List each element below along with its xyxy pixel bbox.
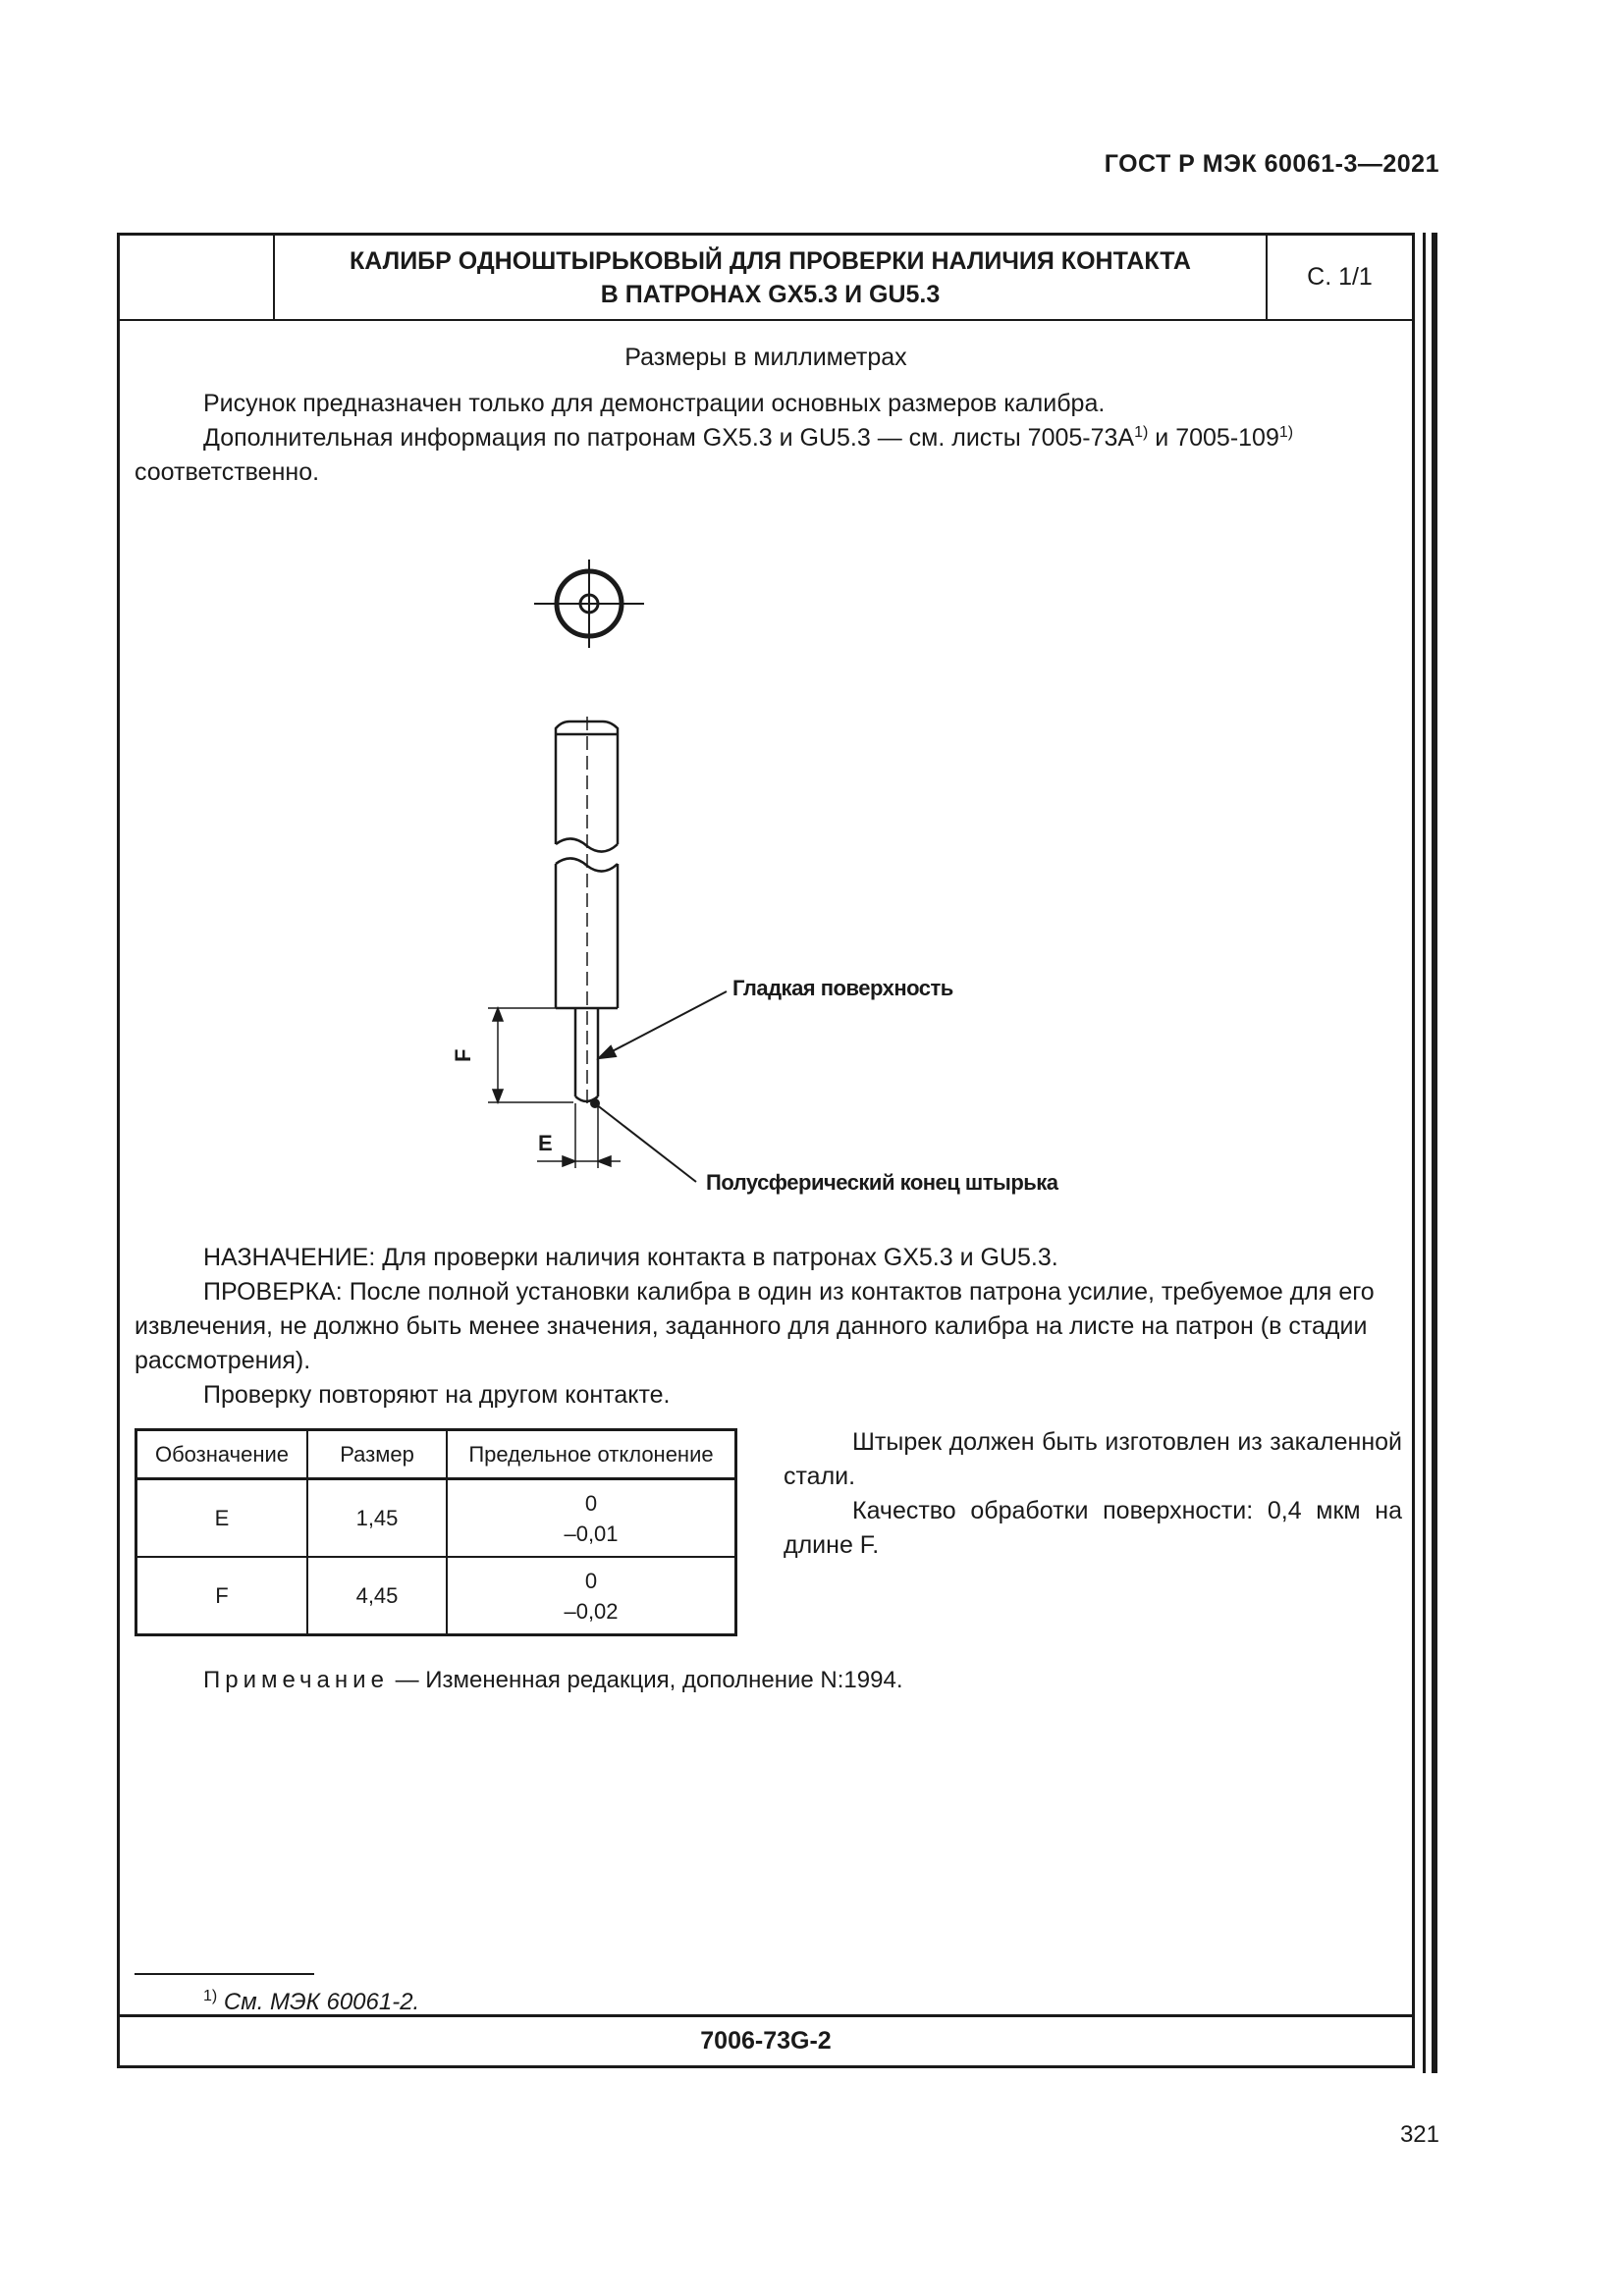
- deviation-lower: –0,02: [564, 1598, 619, 1624]
- label-e: E: [538, 1131, 553, 1155]
- purpose-paragraph: [135, 1241, 1401, 1413]
- footnote-mark: 1): [203, 1988, 218, 2004]
- cell-symbol: E: [136, 1479, 308, 1558]
- table-row: [136, 1479, 736, 1558]
- page-number: 321: [1399, 2121, 1439, 2148]
- gauge-drawing: [120, 236, 1412, 1217]
- deviation-upper: 0: [584, 1490, 598, 1516]
- sheet-frame: [117, 233, 1415, 2068]
- cell-symbol: F: [136, 1557, 308, 1635]
- standard-code: ГОСТ Р МЭК 60061-3—2021: [1104, 150, 1439, 178]
- sheet-number: 7006-73G-2: [120, 2014, 1412, 2065]
- callout-smooth-surface: Гладкая поверхность: [732, 976, 953, 1000]
- sheet-page-ref: С. 1/1: [1307, 263, 1373, 291]
- callout-hemispherical-tip: Полусферический конец штырька: [706, 1170, 1058, 1195]
- cell-deviation: [447, 1557, 736, 1635]
- footnote: [203, 1989, 419, 2016]
- intro-text-a: Дополнительная информация по патронам GX5.3 и GU5.3 — см. листы 7005-73А: [203, 424, 1135, 452]
- footnote-ref-2: 1): [1278, 424, 1294, 441]
- finish-text: Качество обработки поверхности: 0,4 мкм на длине F.: [784, 1497, 1402, 1559]
- side-bar-thin: [1423, 233, 1426, 2073]
- deviation-upper: 0: [584, 1568, 598, 1593]
- material-text: Штырек должен быть изготовлен из закаленной стали.: [784, 1428, 1402, 1490]
- intro-line1: Рисунок предназначен только для демонстрации основных размеров калибра.: [203, 390, 1106, 417]
- leader-lines: [591, 991, 727, 1182]
- cell-size: 1,45: [307, 1479, 447, 1558]
- note-line: [203, 1667, 903, 1694]
- footnote-ref-1: 1): [1134, 424, 1149, 441]
- side-bar-thick: [1432, 233, 1437, 2073]
- footnote-text: См. МЭК 60061-2.: [217, 1989, 420, 2015]
- check-text: ПРОВЕРКА: После полной установки калибра в один из контактов патрона усилие, требуемое для его извлечения, не должно быть менее значения, заданного для данного калибра на листе на патрон (в стадии рассмотрения).: [135, 1278, 1375, 1374]
- table-row: [136, 1557, 736, 1635]
- col-header-size: Размер: [307, 1430, 447, 1479]
- tolerance-table: [135, 1428, 737, 1636]
- intro-line3: соответственно.: [135, 458, 320, 486]
- cell-deviation: [447, 1479, 736, 1558]
- deviation-lower: –0,01: [564, 1521, 619, 1546]
- units-note: Размеры в миллиметрах: [624, 344, 907, 371]
- repeat-text: Проверку повторяют на другом контакте.: [203, 1381, 671, 1409]
- note-text: — Измененная редакция, дополнение N:1994.: [388, 1667, 903, 1693]
- col-header-symbol: Обозначение: [136, 1430, 308, 1479]
- note-label: Примечание: [203, 1667, 389, 1693]
- intro-text-b: и 7005-109: [1148, 424, 1279, 452]
- sheet-title-line2: В ПАТРОНАХ GX5.3 И GU5.3: [600, 280, 941, 308]
- dimension-f: [488, 1008, 573, 1102]
- sheet-title-line1: КАЛИБР ОДНОШТЫРЬКОВЫЙ ДЛЯ ПРОВЕРКИ НАЛИЧИЯ КОНТАКТА: [350, 246, 1191, 275]
- footnote-rule: [135, 1973, 314, 1975]
- top-view: [534, 560, 644, 648]
- col-header-deviation: Предельное отклонение: [447, 1430, 736, 1479]
- purpose-text: НАЗНАЧЕНИЕ: Для проверки наличия контакта в патронах GX5.3 и GU5.3.: [203, 1244, 1058, 1271]
- cell-size: 4,45: [307, 1557, 447, 1635]
- label-f: F: [451, 1048, 475, 1062]
